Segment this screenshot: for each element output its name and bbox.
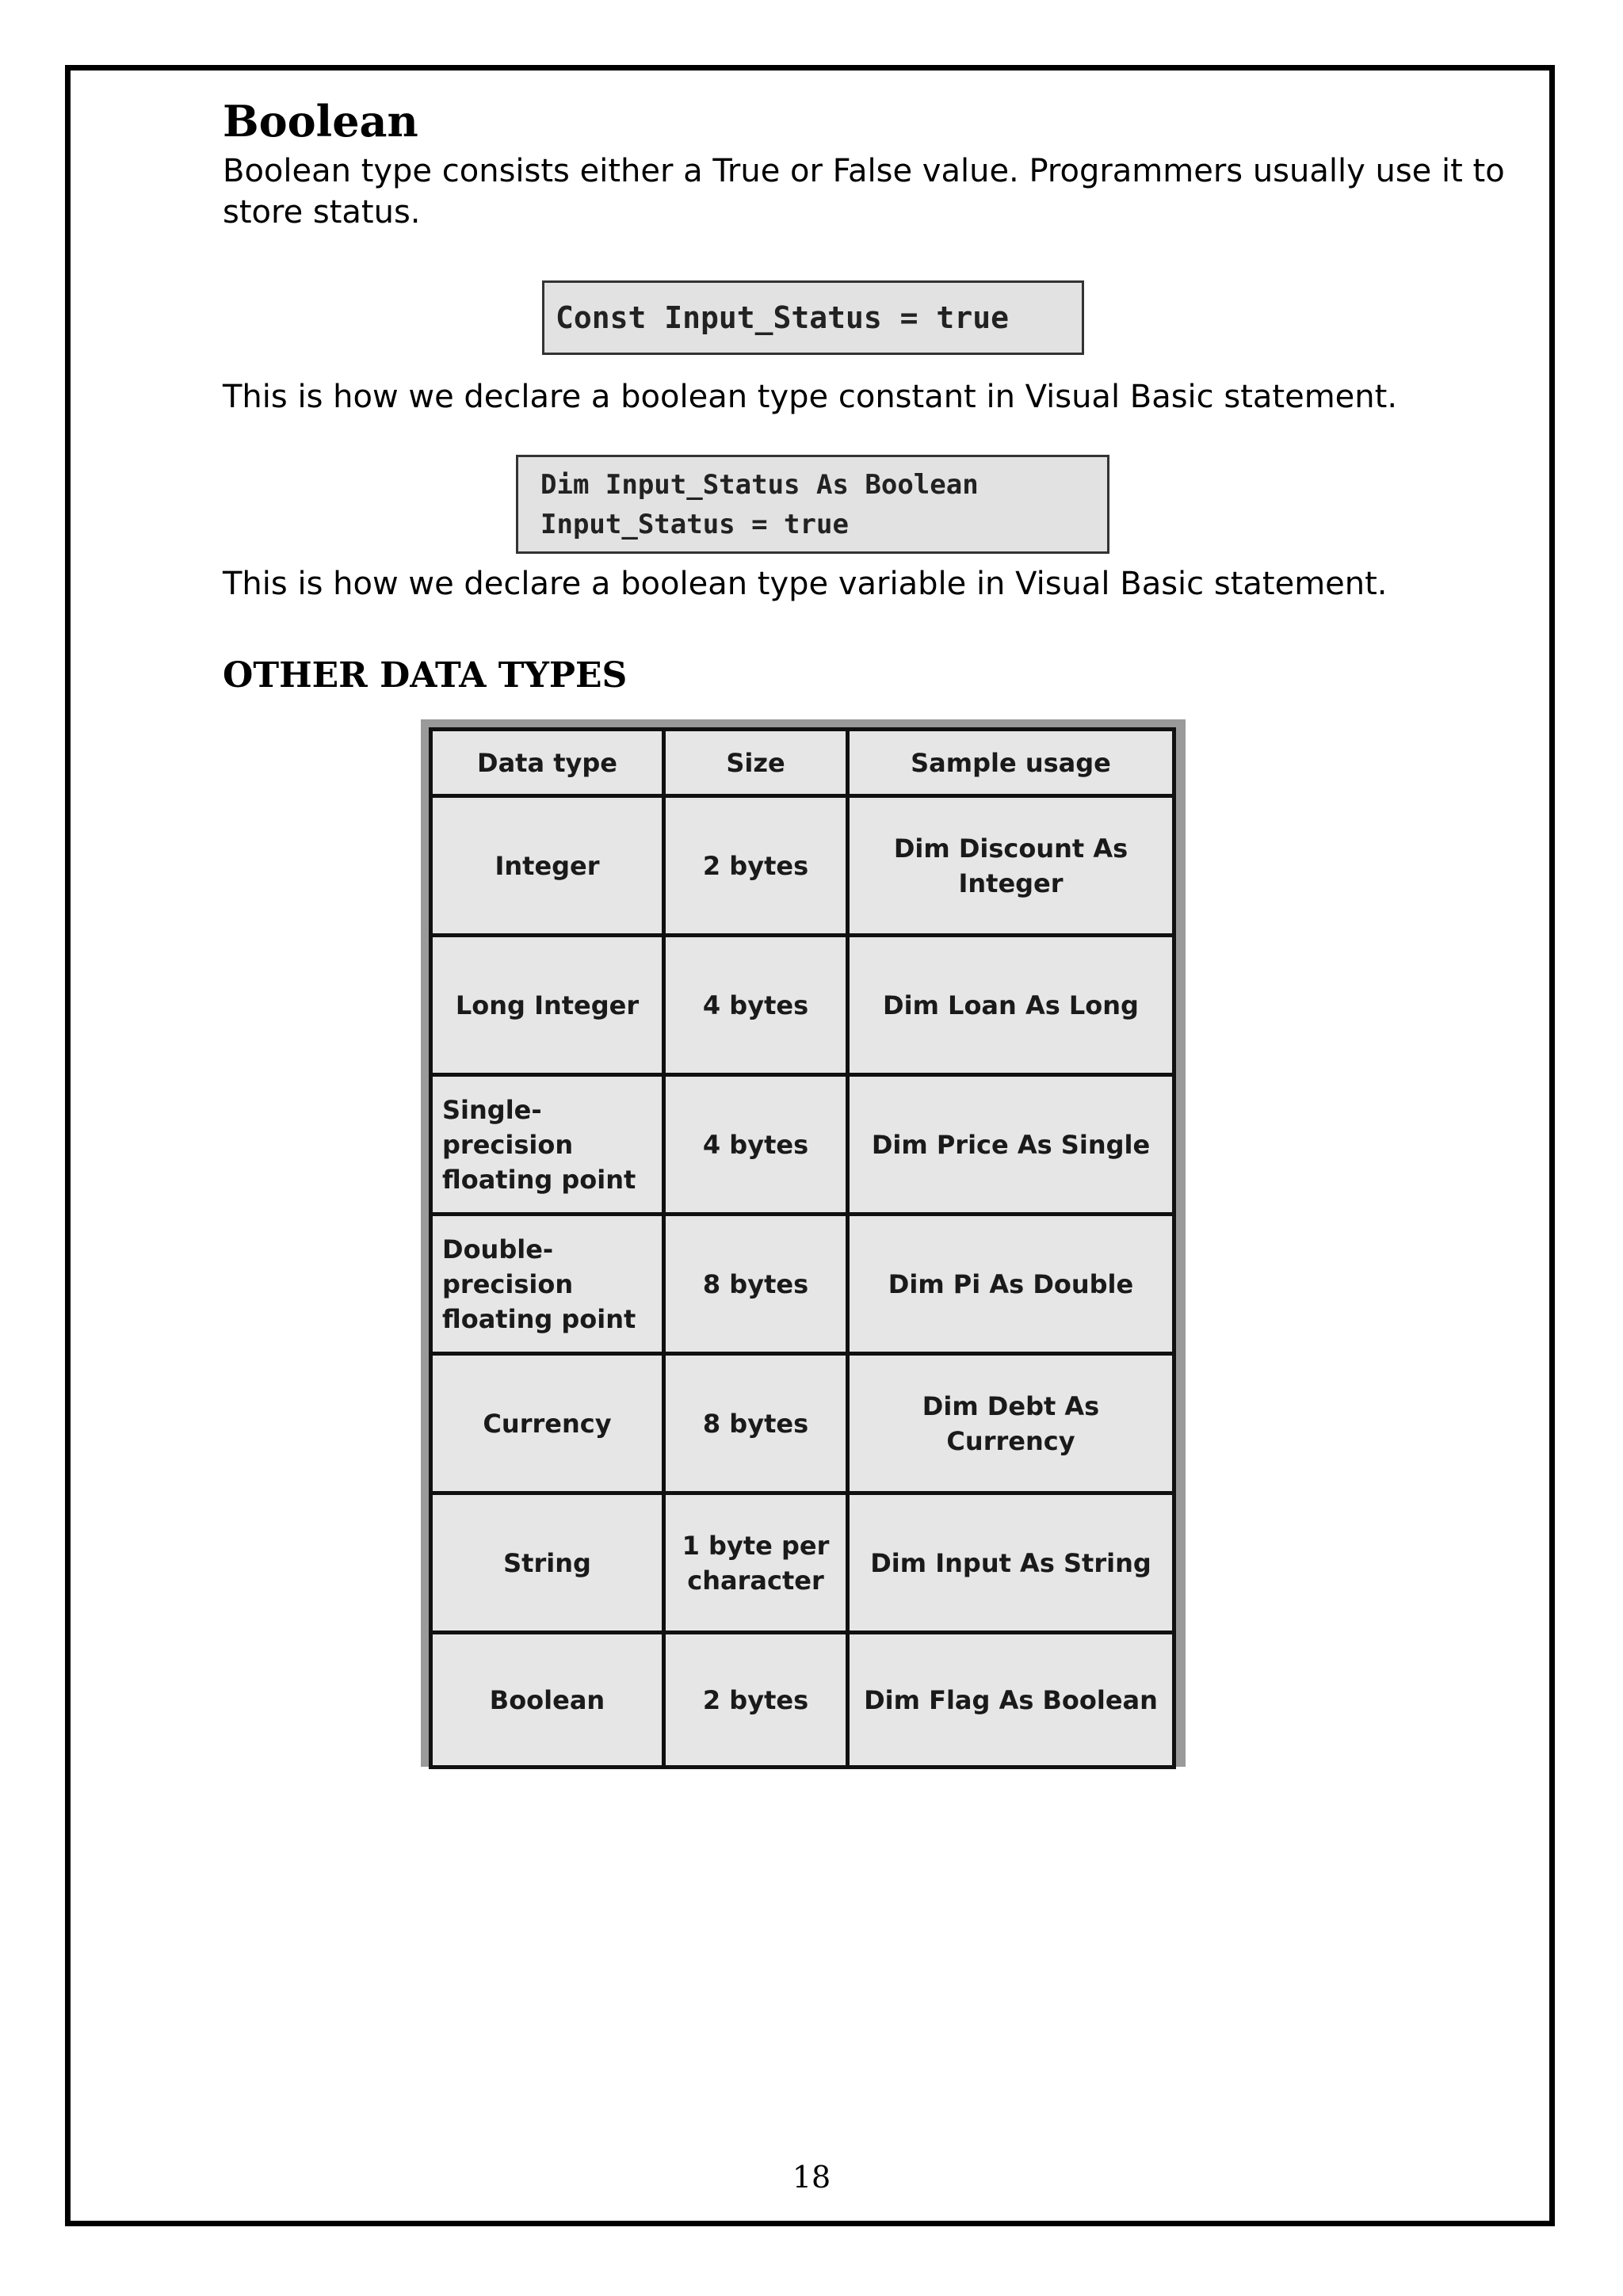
variable-caption: This is how we declare a boolean type variable in Visual Basic statement. [223,566,1388,602]
cell-sample-usage: Dim Pi As Double [848,1215,1174,1354]
column-header-sample-usage: Sample usage [848,730,1174,796]
column-header-data-type: Data type [431,730,664,796]
variable-code-line-1: Dim Input_Status As Boolean [540,469,979,501]
cell-sample-usage: Dim Input As String [848,1493,1174,1633]
cell-data-type: Currency [431,1354,664,1493]
table-row [431,1215,1174,1354]
cell-sample-usage: Dim Flag As Boolean [848,1633,1174,1768]
table-row [431,1075,1174,1215]
table-row [431,1493,1174,1633]
cell-data-type: Long Integer [431,936,664,1075]
data-types-table [429,727,1176,1769]
cell-sample-usage: Dim Price As Single [848,1075,1174,1215]
cell-size: 4 bytes [664,936,848,1075]
table-row [431,936,1174,1075]
cell-data-type: Boolean [431,1633,664,1768]
cell-size: 2 bytes [664,796,848,936]
cell-size: 8 bytes [664,1354,848,1493]
variable-code-box [516,455,1109,554]
page-number: 18 [792,2160,831,2195]
other-data-types-heading: OTHER DATA TYPES [223,655,628,696]
cell-size: 2 bytes [664,1633,848,1768]
table-header-row [431,730,1174,796]
column-header-size: Size [664,730,848,796]
cell-data-type: Double-precision floating point [431,1215,664,1354]
cell-data-type: String [431,1493,664,1633]
data-types-table-frame [421,719,1186,1767]
cell-sample-usage: Dim Loan As Long [848,936,1174,1075]
const-code-line: Const Input_Status = true [556,300,1009,335]
const-code-box [542,280,1084,355]
table-row [431,1354,1174,1493]
table-row [431,796,1174,936]
const-caption: This is how we declare a boolean type constant in Visual Basic statement. [223,379,1398,415]
variable-code-line-2: Input_Status = true [540,509,849,540]
table-row [431,1633,1174,1768]
cell-data-type: Single-precision floating point [431,1075,664,1215]
cell-size: 4 bytes [664,1075,848,1215]
intro-paragraph: Boolean type consists either a True or False value. Programmers usually use it to store status. [223,153,1505,231]
cell-sample-usage: Dim Discount As Integer [848,796,1174,936]
cell-sample-usage: Dim Debt As Currency [848,1354,1174,1493]
cell-data-type: Integer [431,796,664,936]
cell-size: 8 bytes [664,1215,848,1354]
cell-size: 1 byte per character [664,1493,848,1633]
section-title: Boolean [223,96,418,147]
